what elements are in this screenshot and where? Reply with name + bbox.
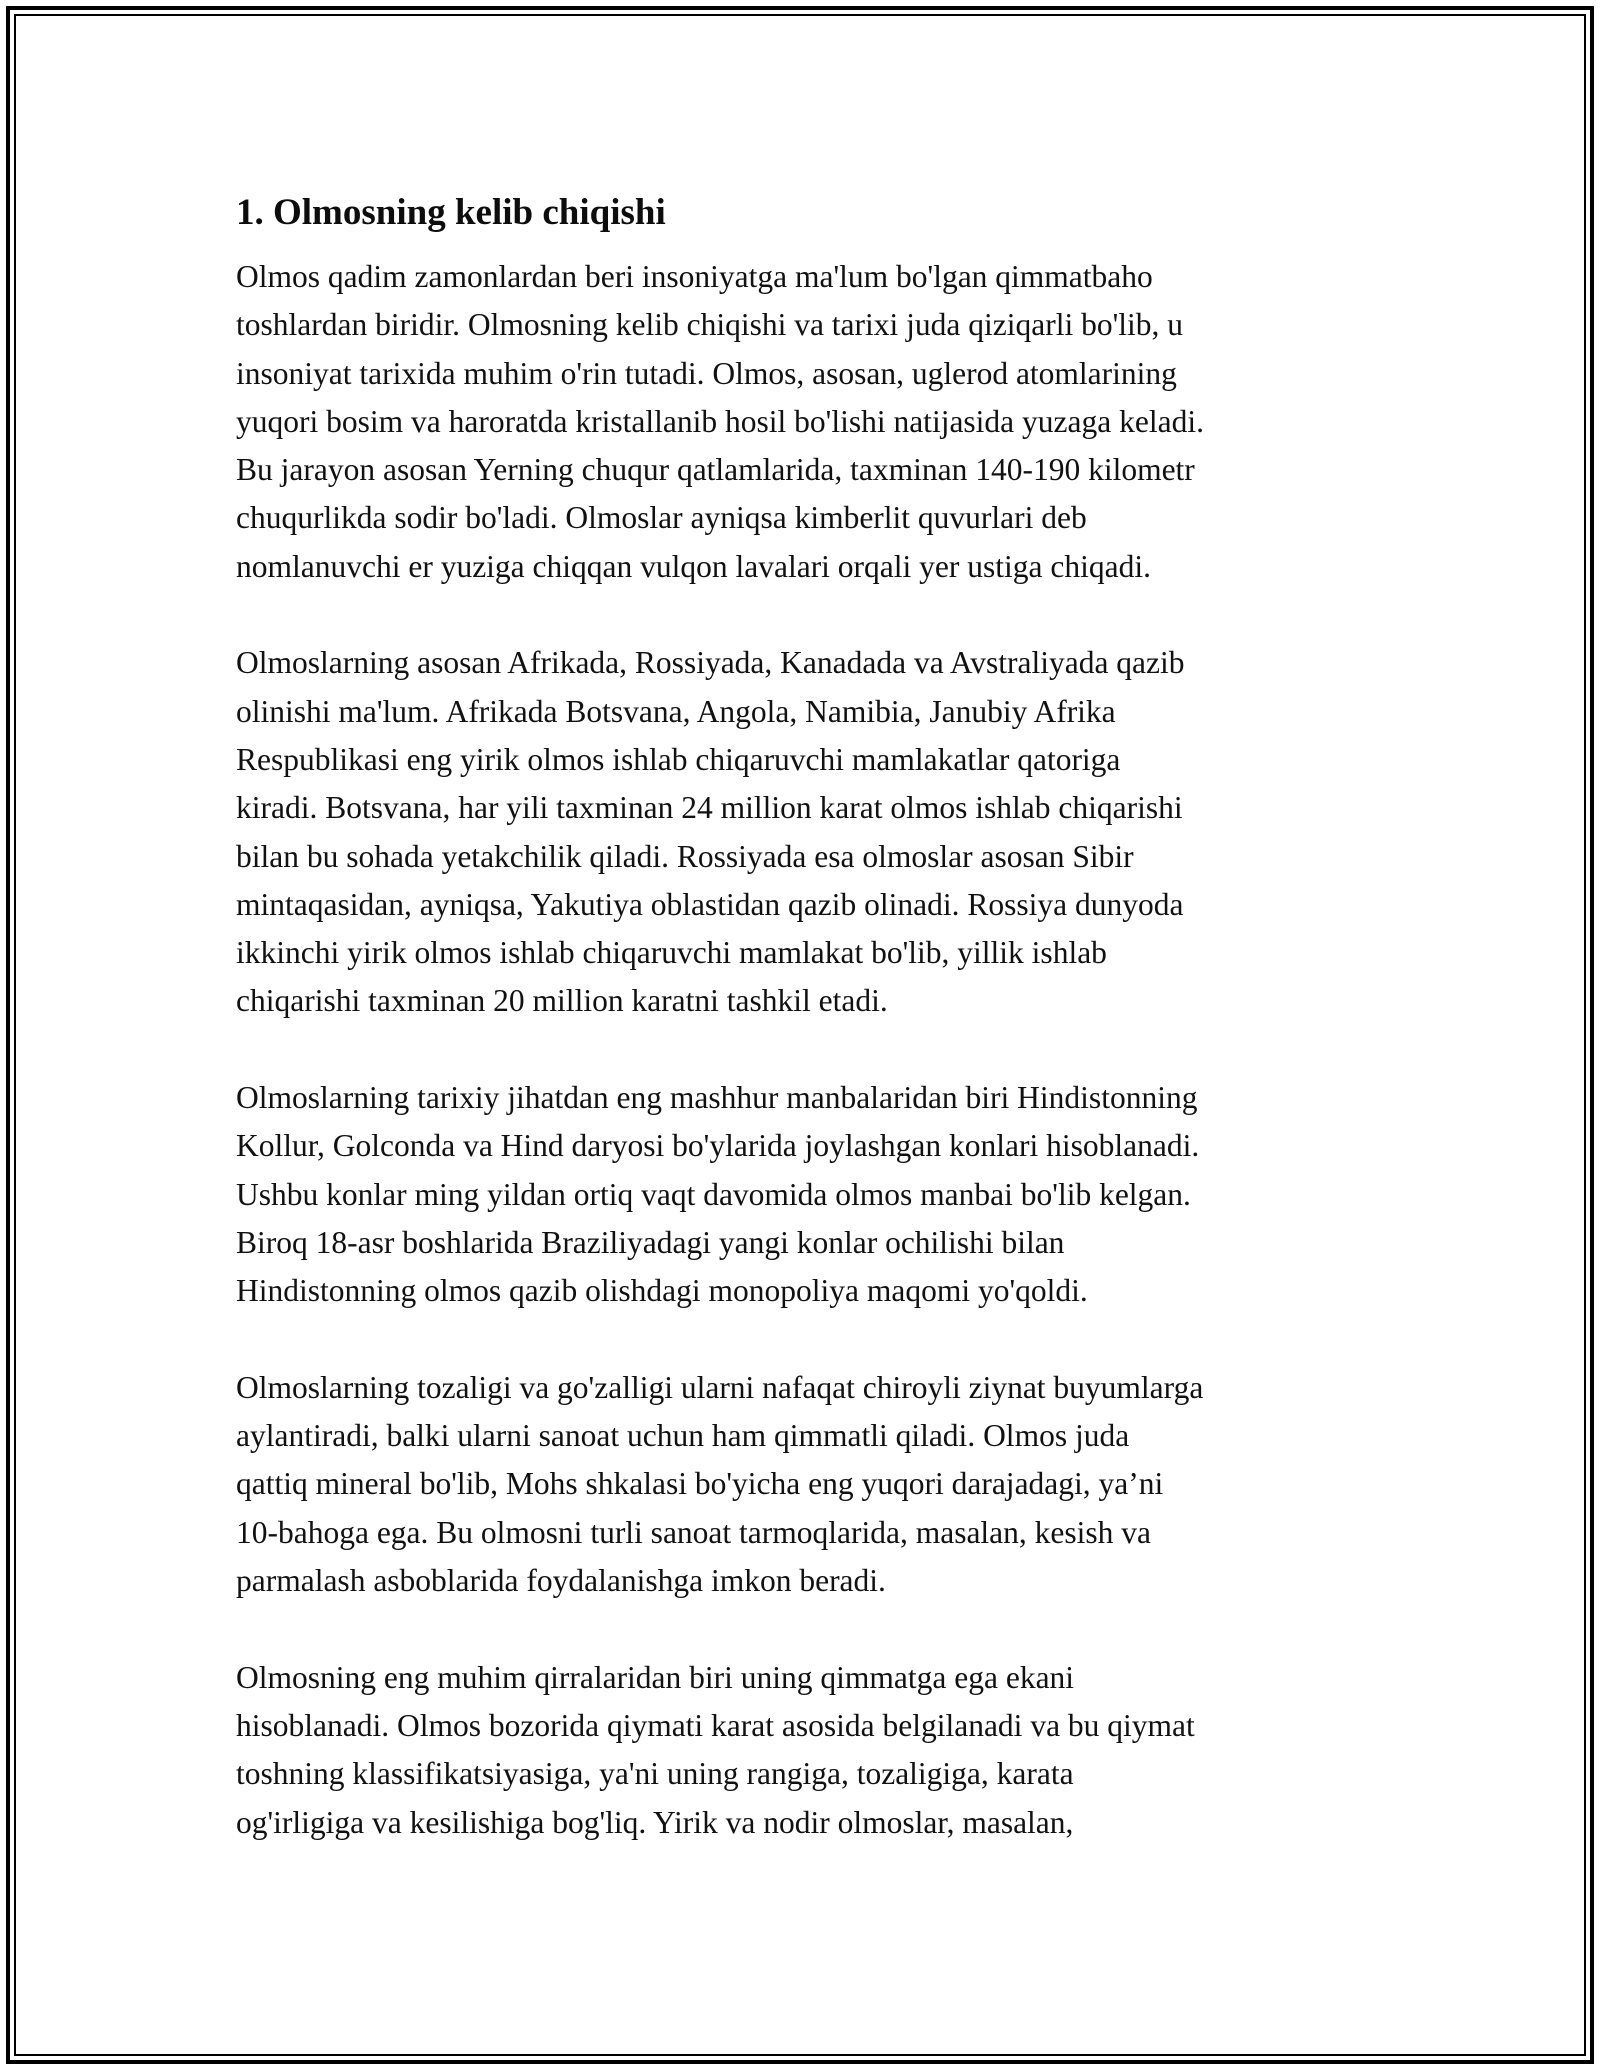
text-line: chuqurlikda sodir bo'ladi. Olmoslar ayniqsa kimberlit quvurlari deb [236,500,1087,536]
text-line: insoniyat tarixida muhim o'rin tutadi. Olmos, asosan, uglerod atomlarining [236,355,1177,391]
text-line: bilan bu sohada yetakchilik qiladi. Rossiyada esa olmoslar asosan Sibir [236,838,1134,874]
text-line: chiqarishi taxminan 20 million karatni tashkil etadi. [236,983,888,1019]
text-line: Ushbu konlar ming yildan ortiq vaqt davomida olmos manbai bo'lib kelgan. [236,1176,1191,1212]
text-line: toshning klassifikatsiyasiga, ya'ni uning rangiga, tozaligiga, karata [236,1756,1074,1792]
text-line: 10-bahoga ega. Bu olmosni turli sanoat tarmoqlarida, masalan, kesish va [236,1514,1152,1550]
text-line: parmalash asboblarida foydalanishga imkon beradi. [236,1563,886,1599]
text-line: Olmosning eng muhim qirralaridan biri uning qimmatga ega ekani [236,1659,1075,1695]
text-line: ikkinchi yirik olmos ishlab chiqaruvchi mamlakat bo'lib, yillik ishlab [236,935,1107,971]
text-line: og'irligiga va kesilishiga bog'liq. Yirik va nodir olmoslar, masalan, [236,1804,1074,1840]
text-line: aylantiradi, balki ularni sanoat uchun ham qimmatli qiladi. Olmos juda [236,1418,1130,1454]
text-line: qattiq mineral bo'lib, Mohs shkalasi bo'yicha eng yuqori darajadagi, ya’ni [236,1466,1164,1502]
text-line: mintaqasidan, ayniqsa, Yakutiya oblastidan qazib olinadi. Rossiya dunyoda [236,886,1184,922]
paragraph-industrial-use [236,1364,1376,1605]
text-line: Biroq 18-asr boshlarida Braziliyadagi yangi konlar ochilishi bilan [236,1224,1065,1260]
text-line: kiradi. Botsvana, har yili taxminan 24 million karat olmos ishlab chiqarishi [236,790,1183,826]
text-line: nomlanuvchi er yuziga chiqqan vulqon lavalari orqali yer ustiga chiqadi. [236,548,1151,584]
text-line: Olmoslarning tozaligi va go'zalligi ularni nafaqat chiroyli ziynat buyumlarga [236,1369,1204,1405]
paragraph-origin [236,253,1376,591]
text-line: yuqori bosim va haroratda kristallanib hosil bo'lishi natijasida yuzaga keladi. [236,403,1204,439]
text-line: olinishi ma'lum. Afrikada Botsvana, Angola, Namibia, Janubiy Afrika [236,693,1116,729]
document-body [236,185,1376,1895]
paragraph-history-india [236,1074,1376,1315]
text-line: Olmoslarning asosan Afrikada, Rossiyada, Kanadada va Avstraliyada qazib [236,645,1185,681]
text-line: Kollur, Golconda va Hind daryosi bo'ylarida joylashgan konlari hisoblanadi. [236,1128,1200,1164]
text-line: hisoblanadi. Olmos bozorida qiymati karat asosida belgilanadi va bu qiymat [236,1707,1195,1743]
text-line: Respublikasi eng yirik olmos ishlab chiqaruvchi mamlakatlar qatoriga [236,741,1121,777]
text-line: Olmoslarning tarixiy jihatdan eng mashhur manbalaridan biri Hindistonning [236,1080,1198,1116]
text-line: Hindistonning olmos qazib olishdagi monopoliya maqomi yo'qoldi. [236,1273,1088,1309]
paragraph-value [236,1654,1376,1847]
section-heading: 1. Olmosning kelib chiqishi [236,192,666,233]
text-line: Olmos qadim zamonlardan beri insoniyatga ma'lum bo'lgan qimmatbaho [236,259,1153,294]
text-line: Bu jarayon asosan Yerning chuqur qatlamlarida, taxminan 140-190 kilometr [236,452,1195,488]
paragraph-mining-regions [236,639,1376,1025]
text-line: toshlardan biridir. Olmosning kelib chiqishi va tarixi juda qiziqarli bo'lib, u [236,307,1184,343]
